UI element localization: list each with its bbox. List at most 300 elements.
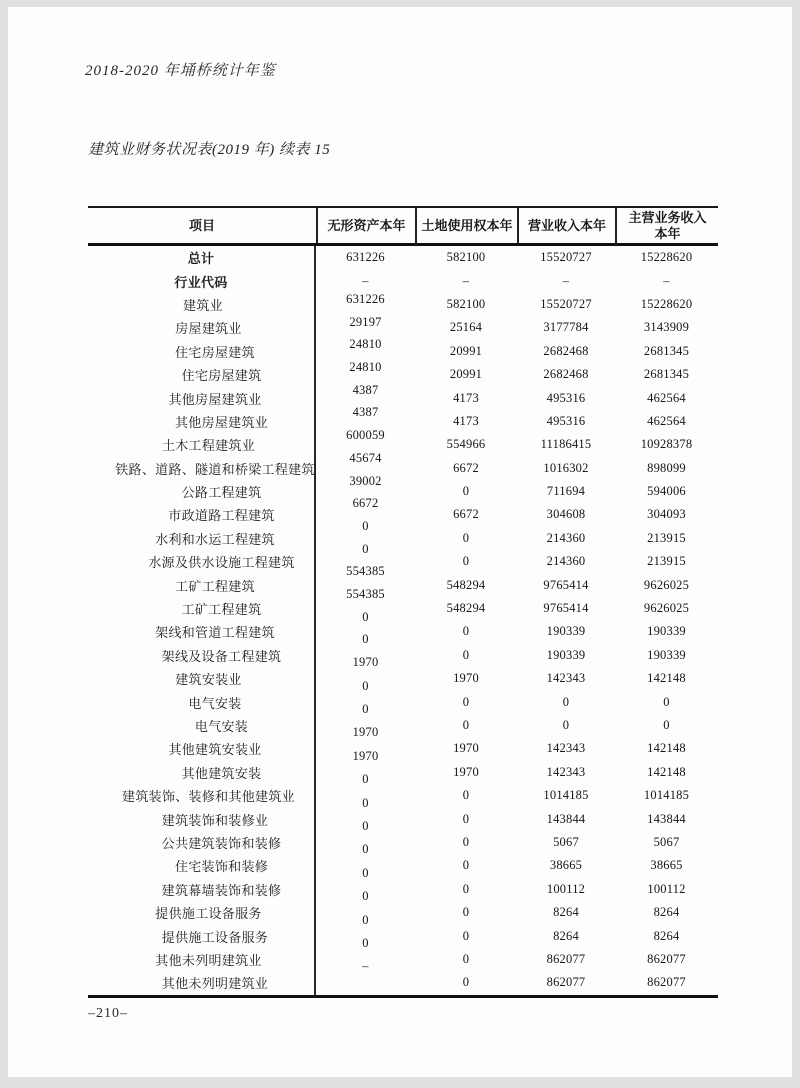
cell-land-use-rights — [415, 854, 517, 877]
cell-value: 0 — [362, 865, 369, 880]
cell-value: 8264 — [653, 905, 680, 920]
cell-operating-revenue — [517, 644, 615, 667]
cell-land-use-rights — [415, 457, 517, 480]
cell-value: 2682468 — [543, 367, 589, 382]
cell-value: 15520727 — [540, 250, 592, 265]
cell-operating-revenue — [517, 714, 615, 737]
cell-value: 0 — [462, 858, 470, 873]
cell-land-use-rights — [415, 878, 517, 901]
row-label: 建筑装饰、装修和其他建筑业 — [122, 789, 295, 805]
cell-value: 142343 — [546, 741, 586, 756]
cell-value: 548294 — [446, 577, 486, 592]
table-row — [88, 428, 718, 456]
cell-land-use-rights — [415, 550, 517, 573]
cell-main-business-revenue — [615, 924, 718, 947]
cell-value: 554966 — [446, 437, 486, 452]
cell-value: 1970 — [453, 764, 479, 779]
scanned-page-surface — [8, 7, 792, 1077]
cell-value: 0 — [462, 811, 470, 826]
cell-value: 11186415 — [540, 437, 592, 452]
cell-value: 15228620 — [640, 250, 693, 265]
cell-land-use-rights — [415, 807, 517, 830]
header-cell-main-business-revenue — [615, 208, 718, 243]
row-label-cell — [88, 854, 316, 877]
cell-land-use-rights — [415, 410, 517, 433]
row-label: 提供施工设备服务 — [155, 906, 262, 922]
cell-operating-revenue — [517, 901, 615, 924]
row-label-cell — [88, 386, 316, 409]
cell-value: 142148 — [647, 764, 686, 779]
row-label: 架线及设备工程建筑 — [161, 648, 282, 664]
cell-value: – — [362, 273, 369, 288]
table-row — [88, 269, 718, 292]
table-row — [88, 959, 718, 994]
cell-value: – — [362, 959, 369, 974]
row-label: 公共建筑装饰和装修 — [161, 835, 282, 851]
cell-value: 1970 — [352, 725, 379, 740]
row-label-cell — [88, 293, 316, 316]
row-label: 建筑安装业 — [175, 672, 242, 688]
row-label: 工矿工程建筑 — [175, 578, 255, 594]
cell-value: 4387 — [352, 405, 379, 420]
header-label: 项目 — [188, 217, 215, 233]
cell-value: 0 — [362, 889, 369, 904]
cell-land-use-rights — [415, 597, 517, 620]
cell-value: 1014185 — [543, 788, 589, 803]
cell-value: 0 — [462, 647, 470, 662]
cell-land-use-rights — [415, 737, 517, 760]
cell-land-use-rights — [415, 761, 517, 784]
cell-value: 594006 — [647, 484, 686, 499]
row-label-cell — [88, 363, 316, 386]
cell-operating-revenue — [517, 573, 615, 596]
row-label: 其他建筑安装业 — [168, 742, 262, 758]
row-label: 建筑装饰和装修业 — [161, 812, 269, 828]
cell-value: 39002 — [349, 473, 382, 488]
cell-land-use-rights — [415, 620, 517, 643]
table-title: 建筑业财务状况表(2019 年) 续表 15 — [88, 142, 331, 158]
row-label-cell — [88, 901, 316, 924]
cell-operating-revenue — [517, 784, 615, 807]
cell-intangible-assets — [316, 269, 415, 292]
cell-operating-revenue — [517, 737, 615, 760]
cell-value: 5067 — [553, 834, 579, 849]
cell-value: 631226 — [346, 250, 385, 265]
cell-value: 9765414 — [543, 601, 589, 616]
cell-main-business-revenue — [615, 644, 718, 667]
cell-value: 9765414 — [543, 577, 589, 592]
row-label: 土木工程建筑业 — [161, 438, 256, 454]
table-row — [88, 564, 718, 596]
cell-operating-revenue — [517, 948, 615, 971]
cell-operating-revenue — [517, 667, 615, 690]
cell-main-business-revenue — [615, 784, 718, 807]
row-label: 住宅装饰和装修 — [174, 859, 269, 875]
table-row — [88, 450, 718, 480]
cell-value: 0 — [462, 554, 470, 569]
cell-land-use-rights — [415, 433, 517, 456]
row-label: 建筑业 — [183, 297, 223, 313]
cell-land-use-rights — [415, 340, 517, 363]
cell-main-business-revenue — [615, 246, 718, 269]
row-label-cell — [88, 878, 316, 901]
cell-operating-revenue — [517, 293, 615, 316]
cell-value: 1970 — [453, 671, 479, 686]
cell-land-use-rights — [415, 690, 517, 713]
cell-main-business-revenue — [615, 457, 718, 480]
cell-value: 711694 — [546, 484, 586, 499]
cell-main-business-revenue — [615, 854, 718, 877]
row-label-cell — [88, 924, 316, 947]
cell-value: 0 — [362, 795, 369, 810]
row-label: 电气安装 — [188, 695, 242, 711]
cell-operating-revenue — [517, 386, 615, 409]
cell-value: 462564 — [647, 413, 686, 428]
cell-main-business-revenue — [615, 737, 718, 760]
cell-value: 213915 — [647, 530, 686, 545]
cell-value: 0 — [663, 718, 670, 732]
cell-land-use-rights — [415, 831, 517, 854]
table-row — [88, 293, 718, 316]
row-label-cell — [88, 784, 316, 807]
table-header-row — [88, 206, 718, 246]
cell-value: 2681345 — [643, 367, 690, 382]
table-row — [88, 702, 718, 737]
row-label-cell — [88, 340, 316, 363]
financial-status-table — [88, 206, 718, 998]
row-label-cell — [88, 690, 316, 713]
cell-operating-revenue — [517, 340, 615, 363]
row-label: 其他房屋建筑业 — [168, 391, 262, 407]
cell-main-business-revenue — [615, 807, 718, 830]
cell-value: 213915 — [647, 554, 686, 569]
cell-main-business-revenue — [615, 410, 718, 433]
cell-value: 190339 — [647, 624, 686, 639]
header-cell-land-use-rights — [415, 208, 517, 243]
row-label: 建筑幕墙装饰和装修 — [161, 882, 282, 898]
row-label-cell — [88, 644, 316, 667]
cell-main-business-revenue — [615, 690, 718, 713]
row-label: 电气安装 — [194, 719, 249, 734]
row-label-cell — [88, 597, 316, 620]
table-row — [88, 337, 718, 363]
cell-value: 6672 — [453, 507, 479, 522]
cell-value: – — [462, 273, 470, 288]
cell-value: 0 — [462, 788, 470, 803]
cell-operating-revenue — [517, 550, 615, 573]
cell-value: 20991 — [449, 367, 483, 382]
cell-value: 1016302 — [543, 460, 589, 475]
cell-value: 8264 — [553, 928, 579, 943]
cell-main-business-revenue — [615, 597, 718, 620]
cell-value: 214360 — [546, 554, 586, 569]
row-label-cell — [88, 737, 316, 760]
cell-value: 2682468 — [543, 343, 589, 358]
cell-main-business-revenue — [615, 340, 718, 363]
cell-value: 100112 — [647, 881, 686, 896]
cell-value: 1014185 — [643, 788, 690, 803]
cell-value: 142343 — [546, 764, 586, 779]
header-label: 主营业务收入 — [628, 209, 707, 225]
cell-intangible-assets — [316, 246, 415, 269]
cell-land-use-rights — [415, 948, 517, 971]
row-label-cell — [88, 948, 316, 971]
cell-main-business-revenue — [615, 293, 718, 316]
cell-operating-revenue — [517, 761, 615, 784]
row-label-cell — [88, 971, 316, 994]
cell-value: 0 — [362, 935, 369, 950]
page-number: –210– — [88, 1006, 128, 1021]
cell-value: 495316 — [546, 413, 586, 428]
cell-operating-revenue — [517, 971, 615, 994]
cell-value: 548294 — [446, 601, 486, 616]
cell-main-business-revenue — [615, 316, 718, 339]
cell-main-business-revenue — [615, 761, 718, 784]
cell-operating-revenue — [517, 878, 615, 901]
cell-land-use-rights — [415, 363, 517, 386]
row-label-cell — [88, 667, 316, 690]
cell-main-business-revenue — [615, 480, 718, 503]
cell-value: 554385 — [346, 564, 385, 579]
cell-land-use-rights — [415, 293, 517, 316]
cell-value: 143844 — [546, 811, 586, 826]
cell-value: 0 — [362, 678, 369, 693]
header-label: 本年 — [654, 225, 681, 241]
table-row — [88, 382, 718, 409]
row-label-cell — [88, 410, 316, 433]
cell-land-use-rights — [415, 527, 517, 550]
row-label: 房屋建筑业 — [175, 321, 242, 337]
row-label-cell — [88, 807, 316, 830]
cell-value: 142343 — [546, 671, 586, 686]
cell-value: 1970 — [352, 655, 379, 670]
cell-land-use-rights — [415, 667, 517, 690]
cell-land-use-rights — [415, 784, 517, 807]
cell-value: – — [663, 273, 670, 288]
cell-value: 24810 — [349, 337, 382, 352]
cell-value: 8264 — [653, 928, 680, 943]
cell-value: 0 — [362, 541, 369, 556]
cell-main-business-revenue — [615, 948, 718, 971]
table-row — [88, 405, 718, 433]
row-label: 市政道路工程建筑 — [168, 508, 275, 524]
table-row — [88, 360, 718, 386]
cell-value: 20991 — [449, 343, 483, 358]
cell-main-business-revenue — [615, 667, 718, 690]
cell-value: 0 — [362, 912, 369, 927]
row-label-cell — [88, 269, 316, 292]
cell-value: 3143909 — [643, 320, 690, 335]
cell-value: 0 — [462, 975, 470, 990]
cell-value: 898099 — [647, 460, 686, 475]
header-label: 土地使用权本年 — [421, 217, 513, 233]
cell-main-business-revenue — [615, 714, 718, 737]
cell-value: 142148 — [647, 741, 686, 756]
row-label: 公路工程建筑 — [181, 485, 262, 501]
cell-land-use-rights — [415, 924, 517, 947]
table-row — [88, 586, 718, 620]
row-label-cell — [88, 433, 316, 456]
cell-value: 0 — [362, 518, 369, 533]
row-label-cell — [88, 316, 316, 339]
table-row — [88, 541, 718, 573]
cell-value: 0 — [562, 718, 570, 732]
cell-value: 0 — [462, 951, 470, 966]
cell-value: 25164 — [449, 320, 483, 335]
cell-main-business-revenue — [615, 878, 718, 901]
cell-operating-revenue — [517, 246, 615, 269]
cell-value: 2681345 — [643, 343, 690, 358]
cell-operating-revenue — [517, 807, 615, 830]
cell-value: 143844 — [647, 811, 686, 826]
header-cell-intangible-assets — [316, 208, 415, 243]
cell-operating-revenue — [517, 924, 615, 947]
row-label-cell — [88, 573, 316, 596]
cell-value: 100112 — [546, 881, 586, 896]
cell-operating-revenue — [517, 597, 615, 620]
cell-operating-revenue — [517, 410, 615, 433]
cell-value: 0 — [462, 905, 470, 920]
cell-land-use-rights — [415, 480, 517, 503]
cell-main-business-revenue — [615, 527, 718, 550]
cell-land-use-rights — [415, 386, 517, 409]
table-row — [88, 316, 718, 339]
cell-operating-revenue — [517, 690, 615, 713]
cell-value: 554385 — [346, 586, 385, 601]
cell-main-business-revenue — [615, 503, 718, 526]
row-label-cell — [88, 714, 316, 737]
row-label-cell — [88, 550, 316, 573]
cell-land-use-rights — [415, 971, 517, 994]
cell-value: 6672 — [352, 496, 379, 511]
header-cell-operating-revenue — [517, 208, 615, 243]
cell-value: 15520727 — [540, 296, 592, 311]
row-label: 行业代码 — [174, 274, 228, 290]
row-label: 总计 — [187, 251, 215, 267]
cell-main-business-revenue — [615, 550, 718, 573]
cell-value: 9626025 — [643, 577, 690, 592]
cell-operating-revenue — [517, 831, 615, 854]
cell-operating-revenue — [517, 316, 615, 339]
cell-operating-revenue — [517, 854, 615, 877]
row-label-cell — [88, 620, 316, 643]
cell-operating-revenue — [517, 480, 615, 503]
cell-value: 304608 — [546, 507, 586, 522]
cell-operating-revenue — [517, 269, 615, 292]
cell-value: 495316 — [546, 390, 586, 405]
cell-main-business-revenue — [615, 971, 718, 994]
cell-main-business-revenue — [615, 386, 718, 409]
cell-value: 0 — [562, 694, 570, 709]
cell-value: 0 — [362, 609, 369, 624]
cell-land-use-rights — [415, 714, 517, 737]
row-label-cell — [88, 457, 316, 480]
cell-value: 862077 — [546, 951, 586, 966]
cell-land-use-rights — [415, 316, 517, 339]
cell-value: 0 — [462, 694, 470, 709]
cell-main-business-revenue — [615, 620, 718, 643]
cell-value: – — [562, 273, 570, 288]
cell-value: 38665 — [549, 858, 583, 873]
header-cell-item — [88, 208, 316, 243]
cell-value: 582100 — [446, 250, 486, 265]
row-label: 架线和管道工程建筑 — [155, 625, 275, 641]
cell-value: 0 — [663, 694, 670, 709]
table-body — [88, 246, 718, 998]
cell-value: 10928378 — [640, 437, 693, 452]
cell-main-business-revenue — [615, 831, 718, 854]
cell-value: 0 — [462, 834, 470, 849]
cell-land-use-rights — [415, 503, 517, 526]
cell-operating-revenue — [517, 457, 615, 480]
cell-intangible-assets — [316, 316, 415, 339]
row-label-cell — [88, 527, 316, 550]
cell-value: 3177784 — [543, 320, 589, 335]
cell-value: 45674 — [349, 450, 382, 465]
yearbook-title: 2018-2020 年埇桥统计年鉴 — [85, 63, 276, 79]
row-label: 其他建筑安装 — [181, 765, 262, 781]
cell-value: 4173 — [453, 413, 479, 428]
cell-intangible-assets — [316, 293, 415, 316]
cell-main-business-revenue — [615, 573, 718, 596]
cell-land-use-rights — [415, 573, 517, 596]
cell-value: 631226 — [346, 291, 385, 306]
cell-operating-revenue — [517, 620, 615, 643]
cell-value: 190339 — [546, 647, 586, 662]
cell-value: 38665 — [650, 858, 683, 873]
cell-value: 190339 — [546, 624, 586, 639]
cell-value: 0 — [462, 718, 470, 732]
row-label: 铁路、道路、隧道和桥梁工程建筑 — [115, 461, 315, 477]
cell-land-use-rights — [415, 644, 517, 667]
cell-land-use-rights — [415, 246, 517, 269]
cell-operating-revenue — [517, 503, 615, 526]
cell-value: 462564 — [647, 390, 686, 405]
cell-operating-revenue — [517, 433, 615, 456]
cell-value: 0 — [362, 818, 369, 833]
row-label: 水利和水运工程建筑 — [155, 531, 275, 547]
cell-value: 0 — [362, 632, 369, 647]
cell-value: 582100 — [446, 296, 486, 311]
cell-value: 4387 — [352, 382, 379, 397]
table-row — [88, 496, 718, 526]
cell-main-business-revenue — [615, 363, 718, 386]
cell-intangible-assets — [316, 959, 415, 994]
cell-value: 1970 — [453, 741, 479, 756]
row-label: 其他未列明建筑业 — [161, 976, 269, 992]
cell-value: 8264 — [553, 905, 579, 920]
cell-value: 0 — [462, 624, 470, 639]
cell-value: 862077 — [647, 951, 686, 966]
cell-value: 0 — [462, 484, 470, 499]
row-label-cell — [88, 831, 316, 854]
row-label: 其他房屋建筑业 — [174, 414, 269, 430]
row-label-cell — [88, 761, 316, 784]
cell-value: 5067 — [653, 834, 680, 849]
cell-value: 29197 — [349, 314, 382, 329]
cell-value: 9626025 — [643, 601, 690, 616]
cell-land-use-rights — [415, 901, 517, 924]
cell-main-business-revenue — [615, 901, 718, 924]
cell-value: 304093 — [647, 507, 686, 522]
row-label: 工矿工程建筑 — [181, 602, 262, 618]
cell-value: 6672 — [453, 460, 479, 475]
cell-value: 0 — [462, 530, 470, 545]
cell-operating-revenue — [517, 363, 615, 386]
row-label: 住宅房屋建筑 — [175, 344, 255, 360]
cell-main-business-revenue — [615, 269, 718, 292]
cell-value: 4173 — [453, 390, 479, 405]
